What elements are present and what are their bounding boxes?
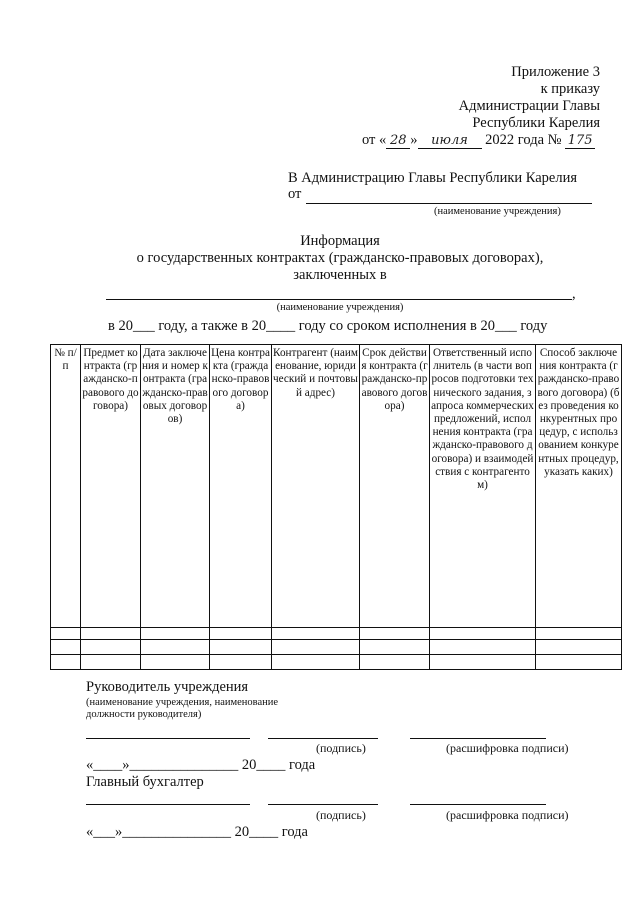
table-cell xyxy=(210,640,272,655)
doc-subtitle: о государственных контрактах (гражданско-правовых договорах), xyxy=(136,250,544,266)
col-date-number: Дата заключения и номер контракта (гражданско-правовых договоров) xyxy=(141,345,210,628)
table-cell xyxy=(81,655,141,670)
accountant-position-line xyxy=(86,804,250,805)
addressee-from-line xyxy=(306,203,592,204)
doc-title: Информация xyxy=(300,233,380,249)
table-cell xyxy=(272,640,360,655)
doc-subtitle-concluded: заключенных в xyxy=(293,267,387,283)
accountant-signature-line xyxy=(268,804,378,805)
head-caption-1: (наименование учреждения, наименование xyxy=(86,697,279,708)
head-caption-2: должности руководителя) xyxy=(86,709,202,720)
table-cell xyxy=(272,655,360,670)
col-method: Способ заключения контракта (гражданско-правового договора) (без проведения конкурентных процедур, с использованием конкурентных процедур, указать каких) xyxy=(536,345,622,628)
contracts-table xyxy=(50,344,622,670)
institution-name-line xyxy=(106,299,572,300)
table-cell xyxy=(141,655,210,670)
table-row xyxy=(51,655,622,670)
date-prefix: от « xyxy=(362,132,387,148)
table-cell xyxy=(51,655,81,670)
institution-comma: , xyxy=(572,286,576,302)
addressee-to: В Администрацию Главы Республики Карелия xyxy=(288,170,578,186)
table-cell xyxy=(210,628,272,640)
accountant-date-line: «___»_______________ 20____ года xyxy=(86,824,308,840)
appendix-header xyxy=(459,64,600,132)
date-month: июля xyxy=(418,133,482,149)
accountant-title: Главный бухгалтер xyxy=(86,774,204,790)
table-cell xyxy=(51,628,81,640)
accountant-signature-caption: (подпись) xyxy=(316,808,366,822)
head-date-line: «____»_______________ 20____ года xyxy=(86,757,316,773)
order-date-line xyxy=(362,132,595,149)
table-cell xyxy=(141,640,210,655)
table-cell xyxy=(536,640,622,655)
table-row xyxy=(51,628,622,640)
table-cell xyxy=(210,655,272,670)
table-cell xyxy=(430,640,536,655)
table-header-row xyxy=(51,345,622,628)
appendix-region: Республики Карелия xyxy=(472,115,600,131)
head-decode-line xyxy=(410,738,546,739)
table-cell xyxy=(430,628,536,640)
table-cell xyxy=(360,640,430,655)
table-cell xyxy=(360,628,430,640)
table-cell xyxy=(51,640,81,655)
col-responsible: Ответственный исполнитель (в части вопросов подготовки технического задания, запроса коммерческих предложений, исполнения контракта (гражданско-правового договора) и взаимодействия с контрагентом) xyxy=(430,345,536,628)
head-decode-caption: (расшифровка подписи) xyxy=(446,741,569,755)
table-cell xyxy=(360,655,430,670)
addressee-from-label: от xyxy=(288,186,302,202)
date-year: 2022 года № xyxy=(485,132,562,148)
table-cell xyxy=(81,640,141,655)
institution-caption: (наименование учреждения) xyxy=(276,302,404,313)
accountant-decode-caption: (расшифровка подписи) xyxy=(446,808,569,822)
head-title: Руководитель учреждения xyxy=(86,679,249,695)
col-price: Цена контракта (гражданско-правового договора) xyxy=(210,345,272,628)
col-term: Срок действия контракта (гражданско-правового договора) xyxy=(360,345,430,628)
period-line: в 20___ году, а также в 20____ году со сроком исполнения в 20___ году xyxy=(108,318,548,334)
appendix-order-ref: к приказу xyxy=(540,81,600,97)
head-position-line xyxy=(86,738,250,739)
head-signature-line xyxy=(268,738,378,739)
col-number: № п/п xyxy=(51,345,81,628)
order-number: 175 xyxy=(565,133,595,149)
appendix-number: Приложение 3 xyxy=(511,64,600,80)
addressee-from-caption: (наименование учреждения) xyxy=(434,206,561,217)
col-subject: Предмет контракта (гражданско-правового договора) xyxy=(81,345,141,628)
table-cell xyxy=(430,655,536,670)
table-cell xyxy=(536,655,622,670)
accountant-decode-line xyxy=(410,804,546,805)
table-cell xyxy=(141,628,210,640)
table-cell xyxy=(81,628,141,640)
table-cell xyxy=(272,628,360,640)
date-day: 28 xyxy=(386,133,410,149)
table-row xyxy=(51,640,622,655)
col-counterparty: Контрагент (наименование, юридический и почтовый адрес) xyxy=(272,345,360,628)
head-signature-caption: (подпись) xyxy=(316,741,366,755)
date-close: » xyxy=(410,132,418,148)
appendix-organization: Администрации Главы xyxy=(458,98,600,114)
table-cell xyxy=(536,628,622,640)
